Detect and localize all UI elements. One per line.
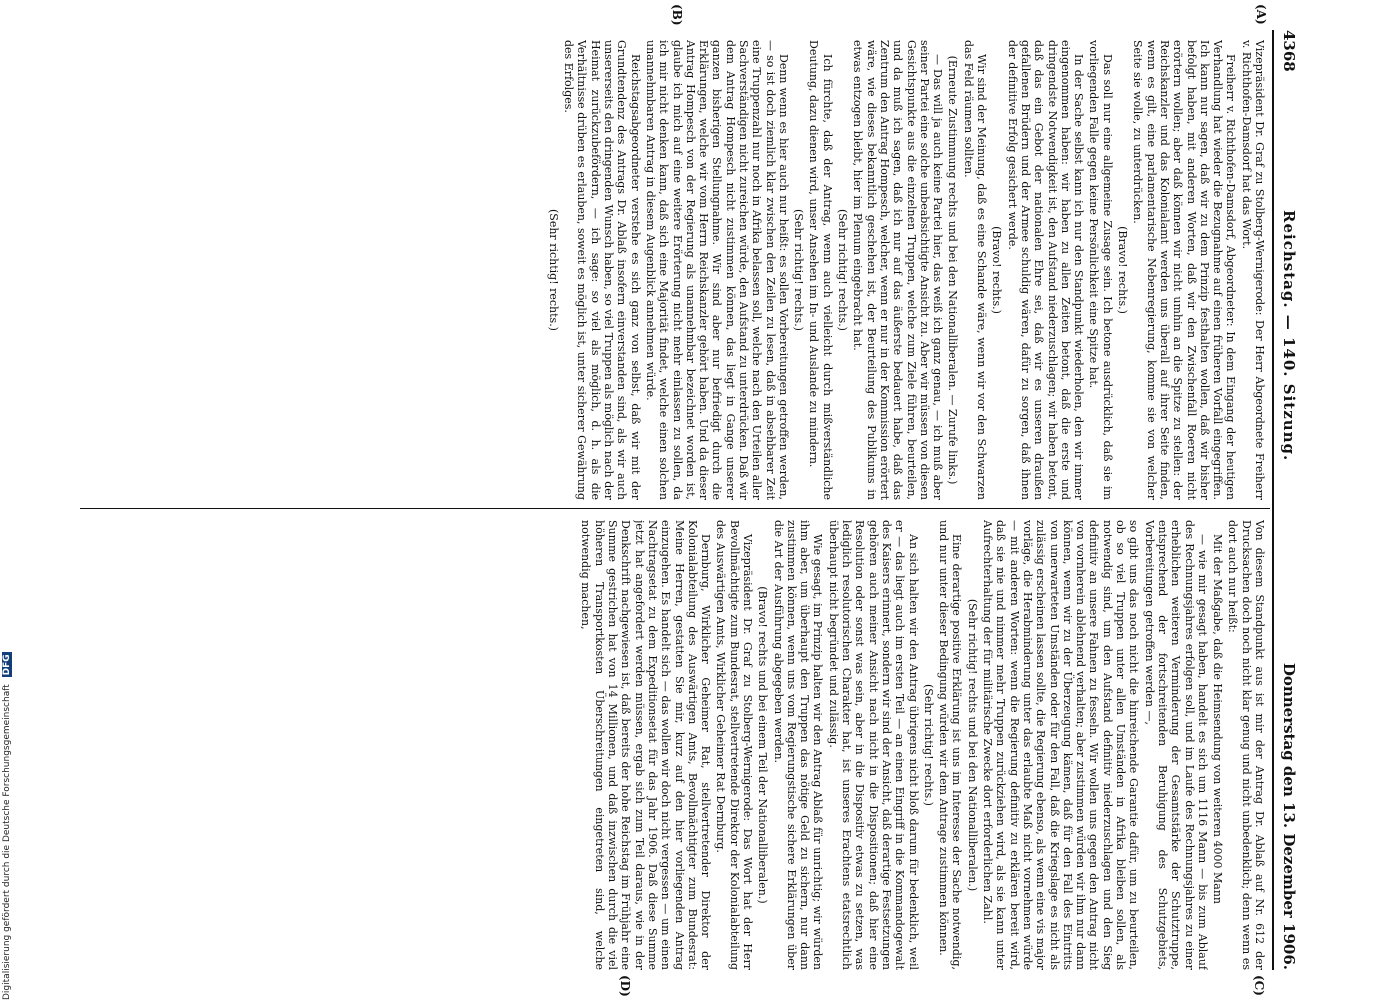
quotation: — wie mir gesagt haben, handelt es sich um 1116 Mann — bis zum Ablauf des Rechnungsjahres erfolgen soll, und im Laufe des Rechnungsjahres zu einer erheblichen weiteren Verminderung der Gesamtstärke der Schutztruppe, entsprechend der fortschreitenden Beruhigung des Schutzgebiets, Vorbereitungen getroffen werden —, (1142, 520, 1209, 970)
paragraph: Vizepräsident Dr. Graf zu Stolberg-Wernigerode: Der Herr Abgeordnete Freiherr v. Richthofen-Damsdorf hat das Wort. (1239, 40, 1266, 500)
paragraph: Reichstagsabgeordneter verstehe es sich ganz von selbst, daß wir mit der Grundtendenz des Antrags Dr. Ablaß insofern einverstanden sind, als wir auch unsererseits den dringenden Wunsch haben, so viel Truppen als möglich nach der Heimat zurückzubefördern, — ich sage: so viel als möglich, d. h. als die Verhältnisse drüben es erlauben, soweit es möglich ist, unter sicherer Gewährung des Erfolges. (562, 40, 642, 500)
paragraph: Denn wenn es hier auch nur heißt: es sollen Vorbereitungen getroffen werden, — so ist doch ziemlich klar zwischen den Zeilen zu lesen, daß in absehbarer Zeit eine Truppenzahl nur noch in Afrika belassen soll, welche nach den Urteilen aller Sachverständigen nicht zureichen würde, den Aufstand zu unterdrücken. Daß wir dem Antrag Hompesch nicht zustimmen können, das liegt in Gange unserer ganzen bisherigen Stellungnahme. Wir sind aber nur befriedigt durch die Erklärungen, welche wir vom Herrn Reichskanzler gehört haben. Und da dieser Antrag Hompesch von der Regierung als unannehmbar bezeichnet worden ist, glaube ich mich auf eine weitere Erörterung nicht mehr einlassen zu sollen, da ich mir nicht denken kann, daß sich eine Majorität findet, welche einen solchen unannehmbaren Antrag in diesem Augenblick annehmen würde. (643, 40, 790, 500)
margin-marker-c: (C) (1252, 975, 1266, 996)
interjection: (Erneute Zustimmung rechts und bei den Nationalliberalen. — Zurufe links.) (946, 55, 960, 485)
right-column (86, 520, 1266, 970)
interjection: (Sehr richtig! rechts.) (792, 209, 806, 331)
left-column (86, 40, 1266, 500)
quotation: Mit der Maßgabe, daß die Heimsendung von weiteren 4000 Mann (1211, 534, 1225, 904)
header-rule (1272, 30, 1274, 970)
paragraph: Dernburg, Wirklicher Geheimer Rat, stellvertretender Direktor der Kolonialabteilung des Auswärtigen Amts, Bevollmächtigter zum Bundesrat: Meine Herren, gestatten Sie mir, kurz auf den hier vorliegenden Antrag einzugehen. Es handelt sich — das wollen wir doch nicht vergessen — um einen Nachtragsetat zu dem Expeditionsetat für das Jahr 1906. Daß diese Summe jetzt hat angefordert werden müssen, ergab sich zum Teil daraus, wie in der Denkschrift nachgewiesen ist, daß bereits der hohe Reichstag im Frühjahr eine Summe gestrichen hat von 14 Millionen, und daß inzwischen durch die viel höheren Transportkosten Überschreitungen eingetreten sind, welche notwendig machen, (579, 520, 713, 970)
dfg-logo-icon: DFG (2, 654, 12, 676)
paragraph: so gibt uns das noch nicht die hinreichende Garantie dafür, um zu beurteilen, ob so viel Truppen unter allen Umständen in Afrika bleiben sollen, als notwendig sind, um den Aufstand definitiv niederzuschlagen und den Sieg definitiv an unsere Fahnen zu fesseln. Wir wollen uns gegen den Antrag nicht von vornherein ablehnend verhalten; aber zustimmen würden wir ihm nur dann können, wenn wir zu der Überzeugung kämen, daß für den Fall des Eintritts von unerwarteten Umständen oder für den Fall, daß die Kriegslage es nicht als zulässig erscheinen lassen sollte, die Regierung ebenso, als wenn eine vis major vorläge, die Herabminderung unter das erlaubte Maß nicht vornehmen würde — mit anderen Worten: wenn die Regierung definitiv zu erklären bereit wird, daß sie nie und nimmer mehr Truppen zurückziehen wird, als sie kann unter Aufrechterhaltung der für militärische Zwecke dort erforderlichen Zahl. (981, 520, 1141, 970)
paragraph: In der Sache selbst kann ich nur den Standpunkt wiederholen, den wir immer eingenommen haben: wir haben zu allen Zeiten betont, daß die erste und dringendste Notwendigkeit ist, den Aufstand niederzuschlagen; wir haben betont, daß das ein Gebot der nationalen Ehre sei, daß wir es unseren draußen gefallenen Brüdern und der Armee schuldig wären, dafür zu sorgen, daß ihnen der definitive Erfolg gesichert werde. (1005, 40, 1086, 500)
margin-marker-a: (A) (1254, 4, 1268, 25)
paragraph: Eine derartige positive Erklärung ist uns im Interesse der Sache notwendig, und nur unter dieser Bedingung würden wir dem Antrage zustimmen können. (937, 520, 964, 970)
paragraph: An sich halten wir den Antrag übrigens nicht bloß darum für bedenklich, weil er — das liegt auch im ersten Teil — an einen Eingriff in die Kommandogewalt des Kaisers erinnert, sondern wir sind der Ansicht, daß derartige Festsetzungen gehören auch meiner Ansicht nach nicht in die Dispositionen; daß hier eine Resolution oder sonst was sein, aber in die Dispositiv etwas zu setzen, was lediglich resolutorischen Charakter hat, ist unseres Erachtens etatsrechtlich überhaupt nicht begründet und zulässig. (826, 520, 920, 970)
paragraph: Ich fürchte, daß der Antrag, wenn auch vielleicht durch mißverständliche Deutung, dazu dienen wird, unser Ansehen im In- und Auslande zu mindern. (807, 40, 834, 500)
interjection: (Bravo! rechts.) (990, 226, 1004, 314)
interjection: (Sehr richtig! rechts.) (546, 209, 560, 331)
page-header (1276, 30, 1298, 970)
interjection: (Sehr richtig! rechts.) (836, 209, 850, 331)
session-date: Donnerstag den 13. Dezember 1906. (1280, 662, 1298, 970)
interjection: (Sehr richtig! rechts.) (921, 684, 935, 806)
digitization-credit-text (2, 0, 16, 1000)
credit-label: Digitalisierung gefördert durch die Deutsche Forschungsgemeinschaft (2, 684, 12, 1000)
paragraph: Wie gesagt, im Prinzip halten wir den Antrag Ablaß für unrichtig; wir würden ihm aber, um überhaupt den Truppen das nötige Geld zu sichern, nur dann zustimmen können, wenn uns vom Regierungstische sichere Erklärungen über die Art der Ausführung abgegeben werden. (771, 520, 825, 970)
page-title: Reichstag. — 140. Sitzung. (1280, 210, 1298, 462)
paragraph: Von diesem Standpunkt aus ist mir der Antrag Dr. Ablaß auf Nr. 612 der Drucksachen doch noch nicht klar genug und nicht unbedenklich; denn wenn es dort auch nur heißt: (1226, 520, 1266, 970)
paragraph: — Das will ja auch keine Partei hier, das weiß ich ganz genau, — ich muß aber seiner Partei eine solche unbeabsichtigte Ansicht zu. Aber wir müssen von diesen Gesichtspunkte aus die einzelnen Truppen, welche zum Ziele führen, beurteilen, und da muß ich sagen, daß ich nur auf das äußerste bedauert habe, daß das Zentrum den Antrag Hompesch, welcher, wenn er nur in der Kommission erörtert wäre, wie dieses bekanntlich geschehen ist, der Beurteilung des Publikums in etwas entzogen bleibt, hier im Plenum eingebracht hat. (851, 40, 945, 500)
paragraph: Wir sind der Meinung, daß es eine Schande wäre, wenn wir vor den Schwarzen das Feld räumen sollten. (961, 40, 989, 500)
paragraph: Freiherr v. Richthofen-Damsdorf, Abgeordneter: In dem Eingang der heutigen Verhandlung hat wieder die Bezugnahme auf einen früheren Vorfall eingegriffen. Ich kann nur sagen, daß wir zu dem Prinzip festhalten wollen, daß wir bisher befolgt haben, mit anderen Worten, daß wir den Zwischenfall Roeren nicht erörtern wollen; aber daß können wir nicht umhin an die Spitze zu stellen: der Reichskanzler und das Kolonialamt werden uns überall auf ihrer Seite finden, wenn es gilt, eine parlamentarische Nebenregierung, komme sie von welcher Seite sie wolle, zu unterdrücken. (1131, 40, 1238, 500)
page-number: 4368 (1280, 30, 1298, 72)
digitization-credit (0, 0, 18, 1000)
margin-marker-b: (B) (670, 4, 684, 26)
paragraph: Das soll nur eine allgemeine Zusage sein. Ich betone ausdrücklich, daß sie im vorliegenden Falle gegen keine Persönlichkeit eine Spitze hat. (1087, 40, 1114, 500)
interjection: (Sehr richtig! rechts und bei den Nationalliberalen.) (965, 598, 979, 892)
paragraph: Vizepräsident Dr. Graf zu Stolberg-Wernigerode: Das Wort hat der Herr Bevollmächtigte zum Bundesrat, stellvertretende Direktor der Kolonialabteilung des Auswärtigen Amts, Wirklicher Geheimer Rat Dernburg. (714, 520, 755, 970)
interjection: (Bravo! rechts.) (1116, 226, 1130, 314)
margin-marker-d: (D) (618, 975, 632, 997)
rotated-page (70, 0, 1300, 1000)
column-divider (80, 508, 1270, 509)
interjection: (Bravo! rechts und bei einem Teil der Nationalliberalen.) (756, 586, 770, 904)
